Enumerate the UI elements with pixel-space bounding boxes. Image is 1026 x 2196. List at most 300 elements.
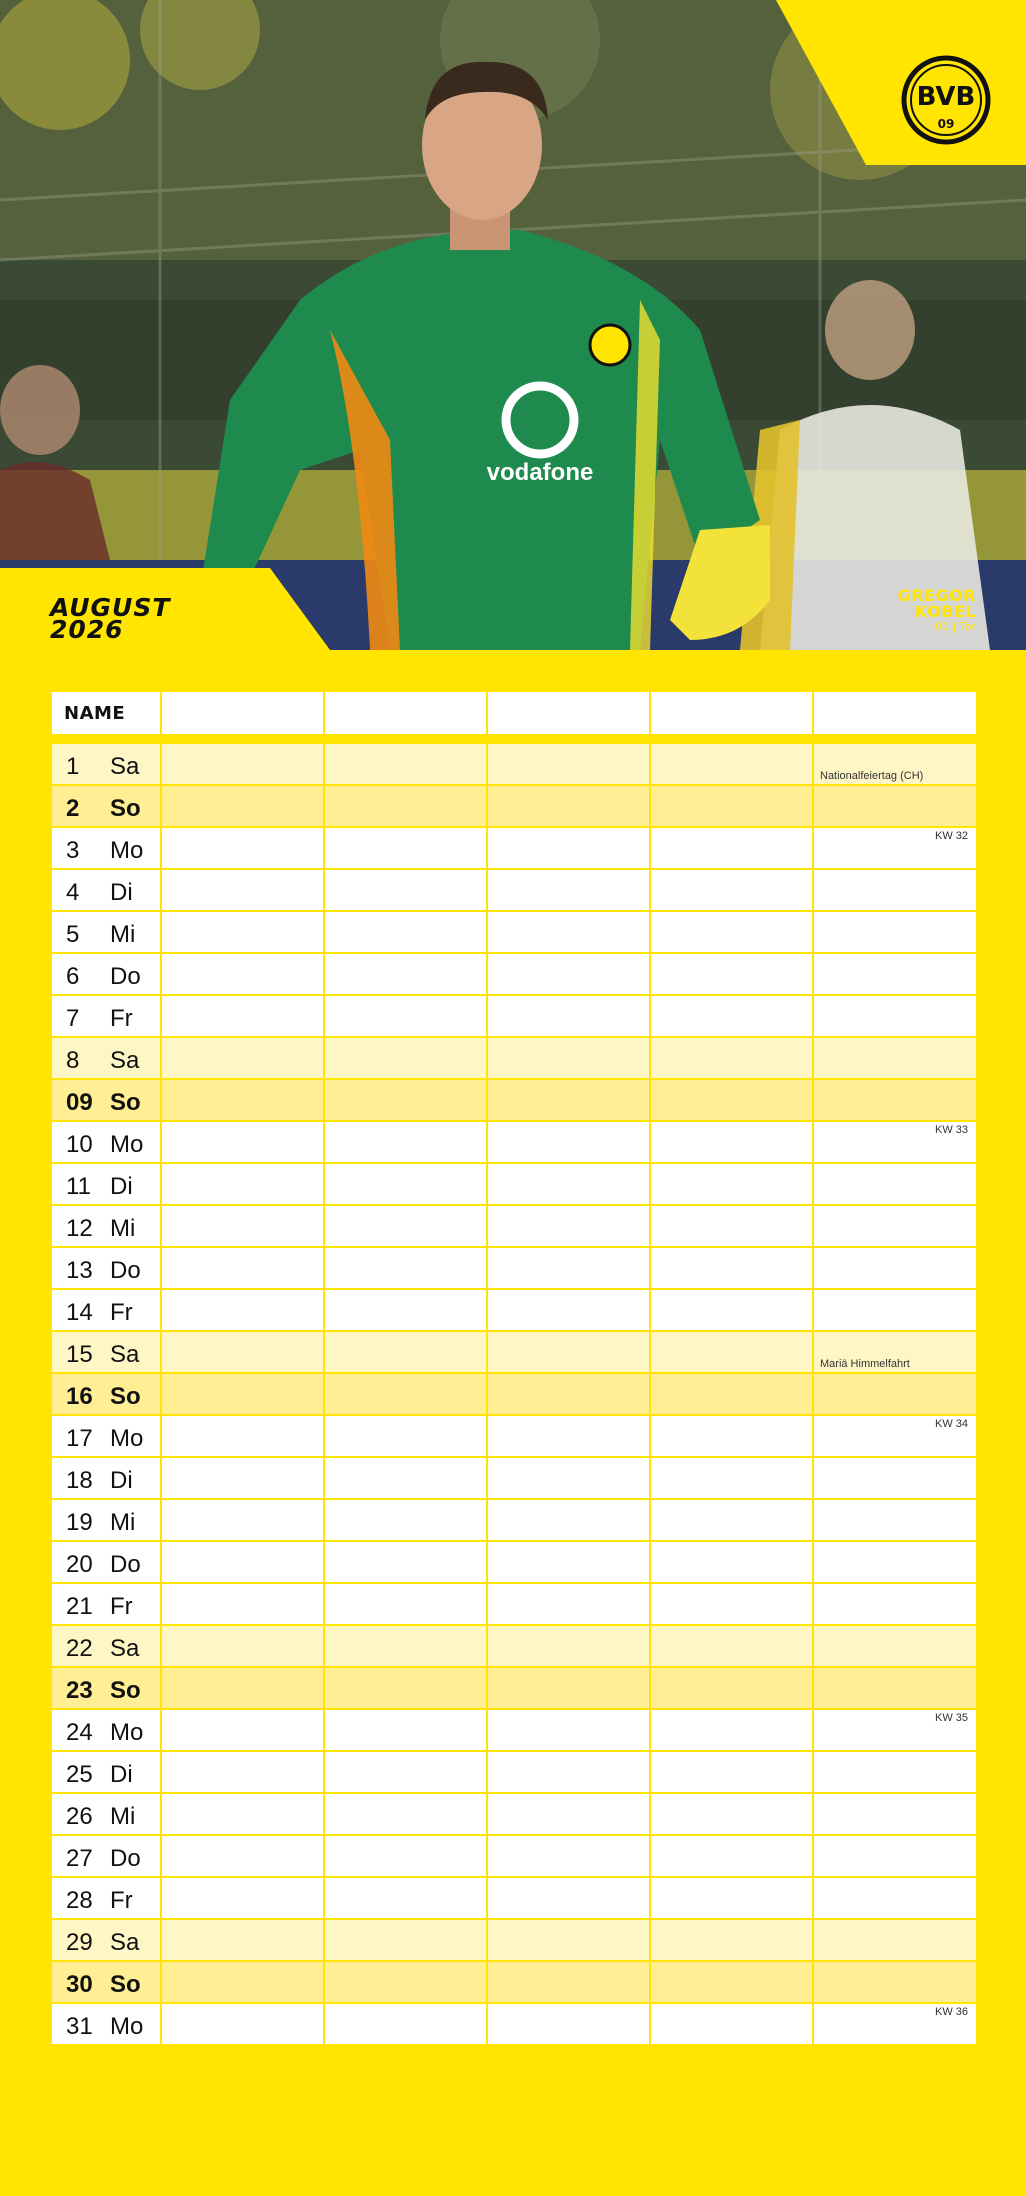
day-label-cell	[51, 1499, 161, 1541]
weekday-label: Sa	[110, 1635, 140, 1662]
day-number: 19	[66, 1509, 93, 1536]
entry-cell[interactable]	[813, 1961, 977, 2003]
calendar-day-row	[51, 953, 977, 995]
entry-cell[interactable]	[650, 1121, 813, 1163]
day-label-cell	[51, 1079, 161, 1121]
entry-cell[interactable]	[161, 1835, 324, 1877]
weekday-label: Mo	[110, 837, 144, 864]
entry-cell[interactable]	[650, 785, 813, 827]
entry-cell[interactable]	[324, 1919, 487, 1961]
day-label-cell	[51, 1457, 161, 1499]
day-number: 13	[66, 1257, 93, 1284]
entry-cell[interactable]	[813, 995, 977, 1037]
day-label-cell	[51, 1415, 161, 1457]
entry-cell[interactable]	[650, 1247, 813, 1289]
entry-cell[interactable]	[324, 1961, 487, 2003]
entry-cell[interactable]	[813, 1877, 977, 1919]
weekday-label: Do	[110, 1257, 141, 1284]
logo-text-bottom: 09	[937, 117, 955, 131]
entry-cell[interactable]	[487, 1709, 650, 1751]
entry-cell[interactable]	[161, 869, 324, 911]
calendar-day-row	[51, 1835, 977, 1877]
weekday-label: Do	[110, 1551, 141, 1578]
entry-cell[interactable]	[813, 1751, 977, 1793]
entry-cell[interactable]	[487, 1247, 650, 1289]
calendar-day-row	[51, 1163, 977, 1205]
entry-cell[interactable]	[161, 953, 324, 995]
entry-cell[interactable]	[487, 869, 650, 911]
entry-cell[interactable]	[487, 2003, 650, 2045]
entry-cell[interactable]	[324, 1373, 487, 1415]
calendar-day-row	[51, 995, 977, 1037]
entry-cell[interactable]	[813, 785, 977, 827]
entry-cell[interactable]	[650, 1205, 813, 1247]
day-label-cell	[51, 1919, 161, 1961]
weekday-label: Di	[110, 1173, 133, 1200]
calendar-header-row	[51, 691, 977, 735]
day-number: 1	[66, 753, 80, 780]
day-number: 27	[66, 1845, 93, 1872]
entry-cell[interactable]	[487, 1835, 650, 1877]
day-number: 12	[66, 1215, 93, 1242]
weekday-label: So	[110, 1089, 141, 1116]
entry-cell[interactable]	[324, 1583, 487, 1625]
entry-cell[interactable]	[324, 1163, 487, 1205]
day-number: 25	[66, 1761, 93, 1788]
entry-cell[interactable]	[487, 1793, 650, 1835]
entry-cell[interactable]	[487, 1751, 650, 1793]
day-label-cell	[51, 1373, 161, 1415]
entry-cell[interactable]	[487, 1583, 650, 1625]
entry-cell[interactable]	[324, 1793, 487, 1835]
entry-cell[interactable]	[161, 2003, 324, 2045]
entry-cell[interactable]	[161, 1793, 324, 1835]
day-label-cell	[51, 1961, 161, 2003]
name-entry-cell[interactable]	[813, 691, 977, 735]
entry-cell[interactable]	[161, 1499, 324, 1541]
weekday-label: Do	[110, 1845, 141, 1872]
day-label-cell	[51, 1037, 161, 1079]
entry-cell[interactable]	[813, 2003, 977, 2045]
weekday-label: Mo	[110, 1425, 144, 1452]
day-label-cell	[51, 995, 161, 1037]
entry-cell[interactable]	[161, 827, 324, 869]
calendar-day-row	[51, 1289, 977, 1331]
month-year: 2026	[50, 615, 124, 644]
day-label-cell	[51, 743, 161, 785]
calendar-day-row	[51, 1205, 977, 1247]
player-last-name: KOBEL	[914, 602, 976, 621]
calendar-day-row	[51, 1541, 977, 1583]
day-number: 21	[66, 1593, 93, 1620]
entry-cell[interactable]	[161, 1709, 324, 1751]
month-title	[50, 593, 171, 644]
entry-cell[interactable]	[161, 785, 324, 827]
entry-cell[interactable]	[324, 743, 487, 785]
calendar-day-row	[51, 1877, 977, 1919]
entry-cell[interactable]	[813, 1121, 977, 1163]
entry-cell[interactable]	[487, 1667, 650, 1709]
entry-cell[interactable]	[324, 869, 487, 911]
name-entry-cell[interactable]	[650, 691, 813, 735]
entry-cell[interactable]	[813, 1919, 977, 1961]
entry-cell[interactable]	[813, 1331, 977, 1373]
entry-cell[interactable]	[650, 1415, 813, 1457]
entry-cell[interactable]	[161, 1247, 324, 1289]
entry-cell[interactable]	[161, 995, 324, 1037]
entry-cell[interactable]	[813, 1415, 977, 1457]
entry-cell[interactable]	[487, 1415, 650, 1457]
day-label-cell	[51, 1541, 161, 1583]
day-number: 14	[66, 1299, 93, 1326]
weekday-label: Di	[110, 1467, 133, 1494]
entry-cell[interactable]	[650, 869, 813, 911]
entry-cell[interactable]	[813, 1625, 977, 1667]
entry-cell[interactable]	[324, 1541, 487, 1583]
weekday-label: Sa	[110, 1341, 140, 1368]
entry-cell[interactable]	[650, 1709, 813, 1751]
calendar-day-row	[51, 1919, 977, 1961]
calendar-day-row	[51, 1415, 977, 1457]
entry-cell[interactable]	[487, 743, 650, 785]
day-label-cell	[51, 1667, 161, 1709]
entry-cell[interactable]	[813, 1541, 977, 1583]
entry-cell[interactable]	[813, 743, 977, 785]
calendar-day-row	[51, 1625, 977, 1667]
entry-cell[interactable]	[161, 1163, 324, 1205]
calendar-day-row	[51, 743, 977, 785]
entry-cell[interactable]	[487, 1121, 650, 1163]
calendar-body	[51, 743, 977, 2045]
entry-cell[interactable]	[487, 1961, 650, 2003]
day-label-cell	[51, 2003, 161, 2045]
weekday-label: Mi	[110, 921, 136, 948]
day-number: 30	[66, 1971, 93, 1998]
day-label-cell	[51, 827, 161, 869]
weekday-label: Mo	[110, 1131, 144, 1158]
entry-cell[interactable]	[161, 1877, 324, 1919]
entry-cell[interactable]	[487, 1373, 650, 1415]
entry-cell[interactable]	[650, 743, 813, 785]
entry-cell[interactable]	[161, 1121, 324, 1163]
entry-cell[interactable]	[487, 785, 650, 827]
day-number: 7	[66, 1005, 80, 1032]
name-entry-cell[interactable]	[487, 691, 650, 735]
weekday-label: Mi	[110, 1803, 136, 1830]
entry-cell[interactable]	[813, 1247, 977, 1289]
entry-cell[interactable]	[813, 953, 977, 995]
day-label-cell	[51, 1751, 161, 1793]
bvb-logo-icon	[776, 0, 1026, 165]
day-number: 31	[66, 2013, 93, 2040]
entry-cell[interactable]	[650, 1331, 813, 1373]
day-label-cell	[51, 911, 161, 953]
entry-cell[interactable]	[650, 1583, 813, 1625]
weekday-label: Sa	[110, 1929, 140, 1956]
entry-cell[interactable]	[813, 1835, 977, 1877]
entry-cell[interactable]	[650, 1541, 813, 1583]
day-number: 4	[66, 879, 80, 906]
month-name: AUGUST	[50, 593, 171, 622]
entry-cell[interactable]	[324, 1835, 487, 1877]
calendar-day-row	[51, 911, 977, 953]
entry-cell[interactable]	[324, 953, 487, 995]
entry-cell[interactable]	[813, 1289, 977, 1331]
entry-cell[interactable]	[161, 1751, 324, 1793]
calendar-day-row	[51, 785, 977, 827]
entry-cell[interactable]	[161, 911, 324, 953]
entry-cell[interactable]	[324, 1247, 487, 1289]
day-number: 28	[66, 1887, 93, 1914]
entry-cell[interactable]	[813, 1163, 977, 1205]
entry-cell[interactable]	[650, 1667, 813, 1709]
calendar-week-label: KW 36	[934, 2006, 968, 2018]
entry-cell[interactable]	[324, 1667, 487, 1709]
day-number: 8	[66, 1047, 80, 1074]
entry-cell[interactable]	[324, 1079, 487, 1121]
calendar-day-row	[51, 1667, 977, 1709]
day-label-cell	[51, 1625, 161, 1667]
entry-cell[interactable]	[161, 1919, 324, 1961]
weekday-label: So	[110, 1971, 141, 1998]
entry-cell[interactable]	[487, 1919, 650, 1961]
entry-cell[interactable]	[161, 1289, 324, 1331]
entry-cell[interactable]	[324, 1037, 487, 1079]
weekday-label: So	[110, 1383, 141, 1410]
entry-cell[interactable]	[813, 911, 977, 953]
entry-cell[interactable]	[487, 953, 650, 995]
calendar-day-row	[51, 1373, 977, 1415]
weekday-label: Fr	[110, 1005, 133, 1032]
entry-cell[interactable]	[813, 1667, 977, 1709]
entry-cell[interactable]	[650, 1835, 813, 1877]
day-label-cell	[51, 1835, 161, 1877]
day-label-cell	[51, 869, 161, 911]
entry-cell[interactable]	[487, 1037, 650, 1079]
entry-cell[interactable]	[324, 1289, 487, 1331]
calendar-day-row	[51, 1709, 977, 1751]
entry-cell[interactable]	[650, 1457, 813, 1499]
day-label-cell	[51, 1877, 161, 1919]
day-number: 2	[66, 795, 80, 822]
entry-cell[interactable]	[650, 995, 813, 1037]
calendar-day-row	[51, 1751, 977, 1793]
entry-cell[interactable]	[487, 995, 650, 1037]
entry-cell[interactable]	[650, 1499, 813, 1541]
day-label-cell	[51, 1583, 161, 1625]
day-label-cell	[51, 1205, 161, 1247]
entry-cell[interactable]	[324, 2003, 487, 2045]
entry-cell[interactable]	[650, 1163, 813, 1205]
entry-cell[interactable]	[324, 1331, 487, 1373]
entry-cell[interactable]	[650, 1877, 813, 1919]
day-number: 26	[66, 1803, 93, 1830]
weekday-label: Mi	[110, 1215, 136, 1242]
entry-cell[interactable]	[813, 827, 977, 869]
day-number: 22	[66, 1635, 93, 1662]
entry-cell[interactable]	[813, 1205, 977, 1247]
entry-cell[interactable]	[650, 1919, 813, 1961]
entry-cell[interactable]	[813, 1709, 977, 1751]
day-label-cell	[51, 953, 161, 995]
day-number: 17	[66, 1425, 93, 1452]
calendar-day-row	[51, 1961, 977, 2003]
entry-cell[interactable]	[161, 1625, 324, 1667]
entry-cell[interactable]	[161, 1037, 324, 1079]
calendar-day-row	[51, 1247, 977, 1289]
name-entry-cell[interactable]	[324, 691, 487, 735]
weekday-label: Di	[110, 879, 133, 906]
entry-cell[interactable]	[650, 1751, 813, 1793]
player-first-name: GREGOR	[897, 586, 976, 605]
name-entry-cell[interactable]	[161, 691, 324, 735]
entry-cell[interactable]	[487, 1289, 650, 1331]
entry-cell[interactable]	[324, 995, 487, 1037]
entry-cell[interactable]	[813, 1583, 977, 1625]
entry-cell[interactable]	[487, 1079, 650, 1121]
entry-cell[interactable]	[487, 827, 650, 869]
name-header: NAME	[51, 691, 161, 735]
calendar-day-row	[51, 1583, 977, 1625]
day-label-cell	[51, 1709, 161, 1751]
entry-cell[interactable]	[161, 1205, 324, 1247]
entry-cell[interactable]	[324, 1457, 487, 1499]
day-number: 3	[66, 837, 80, 864]
entry-cell[interactable]	[324, 1499, 487, 1541]
weekday-label: Mi	[110, 1509, 136, 1536]
entry-cell[interactable]	[161, 1457, 324, 1499]
holiday-note: Mariä Himmelfahrt	[820, 1358, 910, 1370]
entry-cell[interactable]	[487, 1877, 650, 1919]
day-label-cell	[51, 1121, 161, 1163]
day-number: 29	[66, 1929, 93, 1956]
holiday-note: Nationalfeiertag (CH)	[820, 770, 924, 782]
weekday-label: Fr	[110, 1299, 133, 1326]
entry-cell[interactable]	[324, 1751, 487, 1793]
entry-cell[interactable]	[813, 1793, 977, 1835]
entry-cell[interactable]	[650, 1079, 813, 1121]
entry-cell[interactable]	[813, 869, 977, 911]
weekday-label: So	[110, 795, 141, 822]
day-number: 18	[66, 1467, 93, 1494]
day-label-cell	[51, 785, 161, 827]
entry-cell[interactable]	[650, 1289, 813, 1331]
sponsor-text: vodafone	[486, 459, 594, 486]
entry-cell[interactable]	[650, 1037, 813, 1079]
entry-cell[interactable]	[161, 1079, 324, 1121]
day-label-cell	[51, 1289, 161, 1331]
player-position: 01 | Tor	[935, 620, 976, 633]
day-label-cell	[51, 1163, 161, 1205]
entry-cell[interactable]	[650, 1961, 813, 2003]
weekday-label: Di	[110, 1761, 133, 1788]
weekday-label: So	[110, 1677, 141, 1704]
entry-cell[interactable]	[324, 1205, 487, 1247]
calendar-week-label: KW 33	[934, 1124, 968, 1136]
calendar-day-row	[51, 1457, 977, 1499]
entry-cell[interactable]	[324, 1415, 487, 1457]
entry-cell[interactable]	[650, 1793, 813, 1835]
entry-cell[interactable]	[650, 1373, 813, 1415]
day-number: 5	[66, 921, 80, 948]
weekday-label: Do	[110, 963, 141, 990]
entry-cell[interactable]	[487, 1163, 650, 1205]
entry-cell[interactable]	[813, 1373, 977, 1415]
entry-cell[interactable]	[161, 1415, 324, 1457]
calendar-table	[50, 690, 978, 2046]
calendar-day-row	[51, 1793, 977, 1835]
day-number: 10	[66, 1131, 93, 1158]
calendar-week-label: KW 34	[934, 1418, 968, 1430]
day-number: 23	[66, 1677, 93, 1704]
entry-cell[interactable]	[161, 1961, 324, 2003]
entry-cell[interactable]	[650, 953, 813, 995]
entry-cell[interactable]	[161, 1373, 324, 1415]
day-number: 16	[66, 1383, 93, 1410]
entry-cell[interactable]	[650, 911, 813, 953]
calendar-day-row	[51, 1037, 977, 1079]
entry-cell[interactable]	[161, 1541, 324, 1583]
entry-cell[interactable]	[161, 1583, 324, 1625]
entry-cell[interactable]	[324, 1625, 487, 1667]
entry-cell[interactable]	[487, 1331, 650, 1373]
entry-cell[interactable]	[487, 1205, 650, 1247]
entry-cell[interactable]	[487, 911, 650, 953]
calendar-day-row	[51, 1331, 977, 1373]
entry-cell[interactable]	[813, 1037, 977, 1079]
weekday-label: Fr	[110, 1887, 133, 1914]
day-number: 11	[66, 1173, 91, 1200]
calendar-week-label: KW 32	[934, 830, 968, 842]
calendar-week-label: KW 35	[934, 1712, 968, 1724]
day-number: 6	[66, 963, 80, 990]
entry-cell[interactable]	[650, 1625, 813, 1667]
entry-cell[interactable]	[161, 1667, 324, 1709]
entry-cell[interactable]	[487, 1499, 650, 1541]
entry-cell[interactable]	[813, 1079, 977, 1121]
weekday-label: Mo	[110, 1719, 144, 1746]
player-caption	[898, 588, 976, 634]
day-number: 24	[66, 1719, 93, 1746]
entry-cell[interactable]	[324, 1709, 487, 1751]
entry-cell[interactable]	[324, 1121, 487, 1163]
day-number: 15	[66, 1341, 93, 1368]
weekday-label: Fr	[110, 1593, 133, 1620]
calendar-day-row	[51, 1079, 977, 1121]
entry-cell[interactable]	[324, 827, 487, 869]
day-number: 20	[66, 1551, 93, 1578]
day-label-cell	[51, 1331, 161, 1373]
day-number: 09	[66, 1089, 93, 1116]
entry-cell[interactable]	[813, 1457, 977, 1499]
entry-cell[interactable]	[650, 827, 813, 869]
entry-cell[interactable]	[487, 1541, 650, 1583]
entry-cell[interactable]	[324, 785, 487, 827]
entry-cell[interactable]	[161, 1331, 324, 1373]
weekday-label: Sa	[110, 1047, 140, 1074]
entry-cell[interactable]	[324, 911, 487, 953]
calendar-day-row	[51, 2003, 977, 2045]
entry-cell[interactable]	[324, 1877, 487, 1919]
entry-cell[interactable]	[813, 1499, 977, 1541]
entry-cell[interactable]	[161, 743, 324, 785]
entry-cell[interactable]	[487, 1457, 650, 1499]
calendar-day-row	[51, 1499, 977, 1541]
club-logo-badge	[776, 0, 1026, 165]
entry-cell[interactable]	[650, 2003, 813, 2045]
entry-cell[interactable]	[487, 1625, 650, 1667]
weekday-label: Mo	[110, 2013, 144, 2040]
